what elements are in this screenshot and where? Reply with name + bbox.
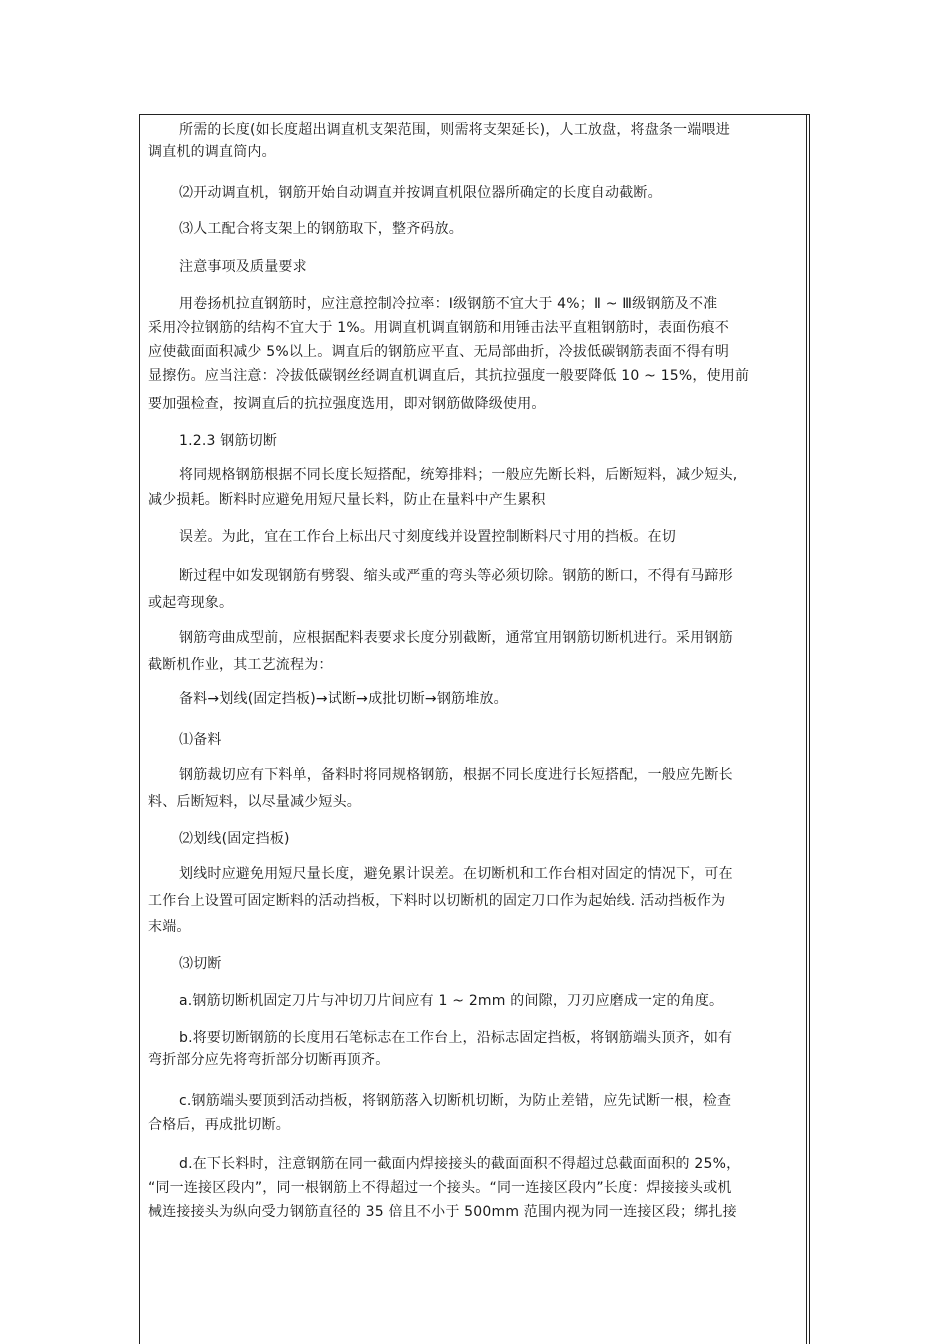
text-line: 应使截面面积减少 5%以上。调直后的钢筋应平直、无局部曲折，冷拔低碳钢筋表面不得有明 [148,344,730,360]
section-heading: 注意事项及质量要求 [179,259,307,275]
process-flow: 备料→划线(固定挡板)→试断→成批切断→钢筋堆放。 [179,691,508,707]
section-heading: ⑴备料 [179,732,222,748]
text-line: 所需的长度(如长度超出调直机支架范围，则需将支架延长)，人工放盘，将盘条一端喂进 [179,122,730,138]
text-line: 工作台上设置可固定断料的活动挡板，下料时以切断机的固定刀口作为起始线. 活动挡板作为 [148,893,726,909]
text-line: 要加强检查，按调直后的抗拉强度选用，即对钢筋做降级使用。 [148,396,546,412]
text-line: 断过程中如发现钢筋有劈裂、缩头或严重的弯头等必须切除。钢筋的断口，不得有马蹄形 [179,568,733,584]
text-line: 用卷扬机拉直钢筋时，应注意控制冷拉率：Ⅰ级钢筋不宜大于 4%；Ⅱ ~ Ⅲ级钢筋及不准 [179,296,718,312]
text-line: b.将要切断钢筋的长度用石笔标志在工作台上，沿标志固定挡板，将钢筋端头顶齐，如有 [179,1030,733,1046]
text-line: “同一连接区段内”，同一根钢筋上不得超过一个接头。“同一连接区段内”长度：焊接接头或机 [148,1180,732,1196]
text-line: 误差。为此，宜在工作台上标出尺寸刻度线并设置控制断料尺寸用的挡板。在切 [179,529,676,545]
text-line: c.钢筋端头要顶到活动挡板，将钢筋落入切断机切断，为防止差错，应先试断一根，检查 [179,1093,732,1109]
text-line: ⑵开动调直机，钢筋开始自动调直并按调直机限位器所确定的长度自动截断。 [179,185,662,201]
text-line: 将同规格钢筋根据不同长度长短搭配，统筹排料；一般应先断长料，后断短料，减少短头, [179,467,738,483]
section-heading: ⑶切断 [179,956,222,972]
section-heading: 1.2.3 钢筋切断 [179,433,278,449]
text-line: 显擦伤。应当注意：冷拔低碳钢丝经调直机调直后，其抗拉强度一般要降低 10 ~ 15%，使用前 [148,368,750,384]
text-line: 钢筋裁切应有下料单，备料时将同规格钢筋，根据不同长度进行长短搭配，一般应先断长 [179,767,733,783]
text-line: 料、后断短料，以尽量减少短头。 [148,794,361,810]
text-line: a.钢筋切断机固定刀片与冲切刀片间应有 1 ~ 2mm 的间隙，刀刃应磨成一定的角度。 [179,993,724,1009]
text-line: 械连接接头为纵向受力钢筋直径的 35 倍且不小于 500mm 范围内视为同一连接区段；绑扎接 [148,1204,737,1220]
text-line: 减少损耗。断料时应避免用短尺量长料，防止在量料中产生累积 [148,492,546,508]
text-line: 截断机作业，其工艺流程为： [148,657,333,673]
section-heading: ⑵划线(固定挡板) [179,831,290,847]
text-line: 划线时应避免用短尺量长度，避免累计误差。在切断机和工作台相对固定的情况下，可在 [179,866,733,882]
text-line: 弯折部分应先将弯折部分切断再顶齐。 [148,1052,390,1068]
text-line: 采用冷拉钢筋的结构不宜大于 1%。用调直机调直钢筋和用锤击法平直粗钢筋时，表面伤痕不 [148,320,730,336]
text-line: ⑶人工配合将支架上的钢筋取下，整齐码放。 [179,221,463,237]
text-line: 合格后，再成批切断。 [148,1117,290,1133]
text-line: 末端。 [148,919,191,935]
text-line: 调直机的调直筒内。 [148,144,276,160]
text-line: 或起弯现象。 [148,595,234,611]
frame-double-border [806,114,807,1344]
text-line: d.在下长料时，注意钢筋在同一截面内焊接接头的截面面积不得超过总截面面积的 25%， [179,1156,741,1172]
text-line: 钢筋弯曲成型前，应根据配料表要求长度分别截断，通常宜用钢筋切断机进行。采用钢筋 [179,630,733,646]
